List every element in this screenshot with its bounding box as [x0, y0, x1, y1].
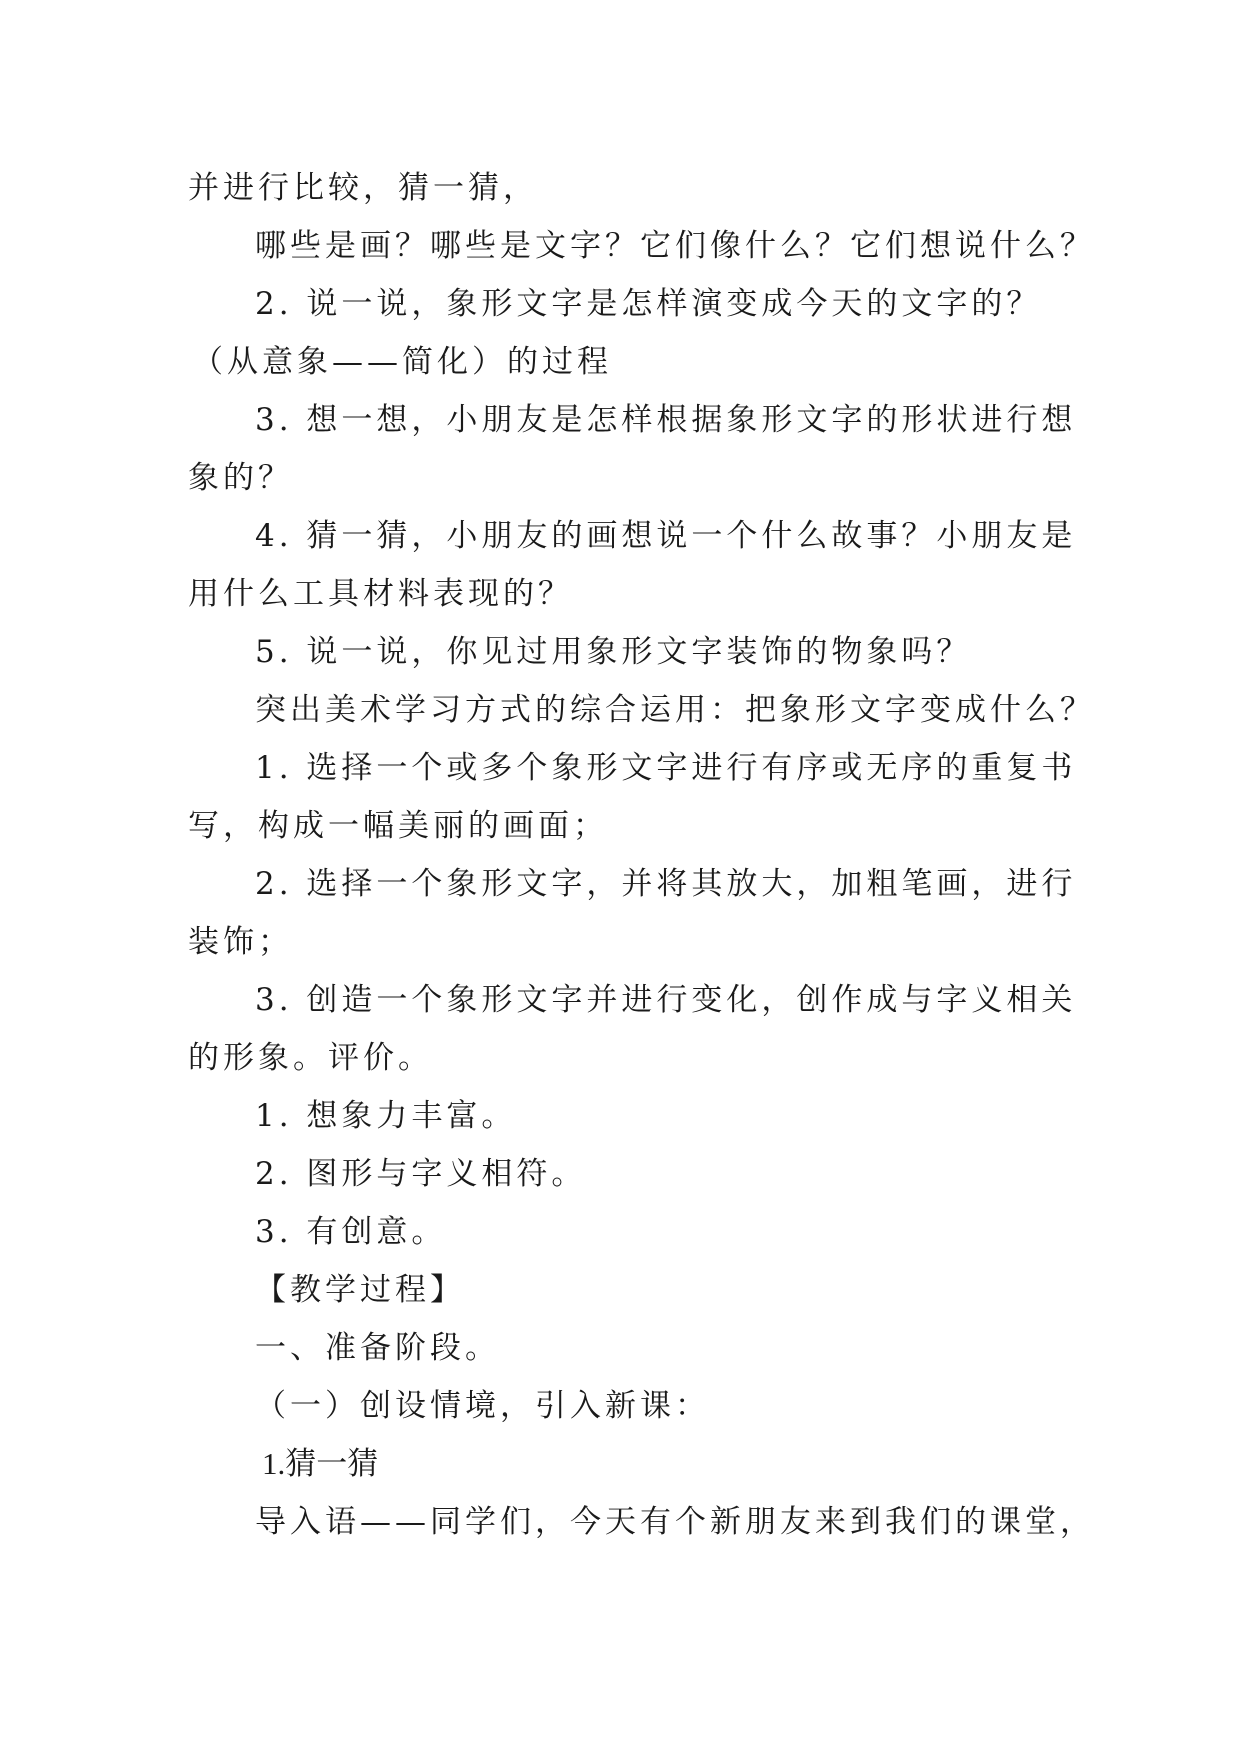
text-line: 4. 猜一猜，小朋友的画想说一个什么故事？小朋友是: [255, 518, 1077, 554]
text-line: 1. 选择一个或多个象形文字进行有序或无序的重复书: [255, 750, 1077, 786]
text-line: 导入语——同学们，今天有个新朋友来到我们的课堂，: [255, 1504, 1095, 1540]
text-line: 哪些是画？哪些是文字？它们像什么？它们想说什么？: [255, 228, 1095, 264]
text-line: 突出美术学习方式的综合运用：把象形文字变成什么？: [255, 692, 1095, 728]
text-line: 2. 图形与字义相符。: [255, 1156, 587, 1192]
text-line: 1.猜一猜: [262, 1446, 379, 1481]
text-line: 2. 选择一个象形文字，并将其放大，加粗笔画，进行: [255, 866, 1077, 902]
text-line: 2. 说一说，象形文字是怎样演变成今天的文字的？: [255, 286, 1042, 322]
text-line: 3. 创造一个象形文字并进行变化，创作成与字义相关: [255, 982, 1077, 1018]
text-line: （从意象——简化）的过程: [192, 344, 612, 380]
text-line: 3. 有创意。: [255, 1214, 447, 1250]
text-line: 用什么工具材料表现的？: [188, 576, 573, 612]
text-line: 5. 说一说，你见过用象形文字装饰的物象吗？: [255, 634, 972, 670]
text-line: 3. 想一想，小朋友是怎样根据象形文字的形状进行想: [255, 402, 1077, 438]
text-line: 1. 想象力丰富。: [255, 1098, 517, 1134]
section-heading: 【教学过程】: [255, 1272, 465, 1308]
text-line: 并进行比较，猜一猜，: [188, 170, 538, 206]
text-line: 象的？: [188, 460, 293, 496]
text-line: 的形象。评价。: [188, 1040, 433, 1076]
text-line: （一）创设情境，引入新课：: [255, 1388, 710, 1424]
text-line: 一、准备阶段。: [255, 1330, 500, 1366]
text-line: 装饰；: [188, 924, 293, 960]
text-line: 写，构成一幅美丽的画面；: [188, 808, 608, 844]
